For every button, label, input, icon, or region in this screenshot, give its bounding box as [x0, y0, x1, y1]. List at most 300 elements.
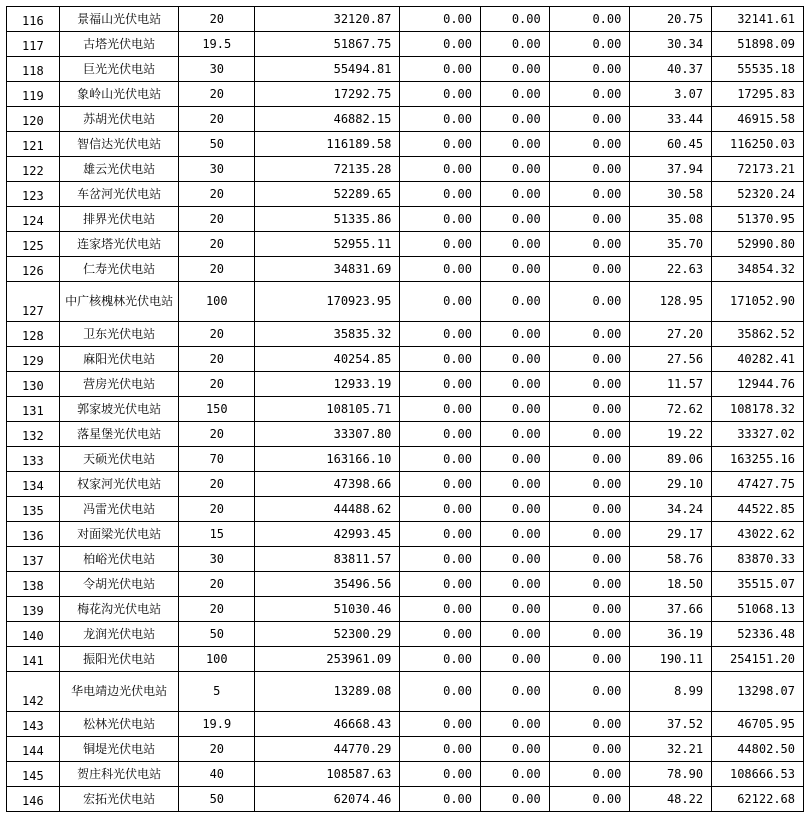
- table-wrapper: [6, 6, 804, 812]
- value-cell-a: 13289.08: [255, 672, 400, 712]
- station-name: 连家塔光伏电站: [59, 232, 179, 257]
- value-cell-c: 0.00: [481, 762, 550, 787]
- station-name: 权家河光伏电站: [59, 472, 179, 497]
- value-cell-b: 0.00: [400, 622, 481, 647]
- table-row: [7, 712, 804, 737]
- station-name: 古塔光伏电站: [59, 32, 179, 57]
- table-row: [7, 232, 804, 257]
- value-cell-d: 0.00: [549, 497, 630, 522]
- value-cell-c: 0.00: [481, 737, 550, 762]
- value-cell-e: 20.75: [630, 7, 712, 32]
- station-name: 令胡光伏电站: [59, 572, 179, 597]
- value-cell-c: 0.00: [481, 622, 550, 647]
- capacity-cell: 20: [179, 372, 255, 397]
- station-name: 贺庄科光伏电站: [59, 762, 179, 787]
- station-name: 中广核槐林光伏电站: [59, 282, 179, 322]
- value-cell-b: 0.00: [400, 447, 481, 472]
- value-cell-b: 0.00: [400, 472, 481, 497]
- value-cell-f: 13298.07: [712, 672, 804, 712]
- value-cell-c: 0.00: [481, 597, 550, 622]
- table-row: [7, 762, 804, 787]
- row-number: 129: [7, 347, 60, 372]
- value-cell-c: 0.00: [481, 522, 550, 547]
- value-cell-c: 0.00: [481, 182, 550, 207]
- value-cell-a: 34831.69: [255, 257, 400, 282]
- value-cell-d: 0.00: [549, 157, 630, 182]
- capacity-cell: 50: [179, 132, 255, 157]
- value-cell-a: 32120.87: [255, 7, 400, 32]
- value-cell-c: 0.00: [481, 82, 550, 107]
- station-name: 华电靖边光伏电站: [59, 672, 179, 712]
- capacity-cell: 15: [179, 522, 255, 547]
- value-cell-f: 108178.32: [712, 397, 804, 422]
- row-number: 145: [7, 762, 60, 787]
- table-row: [7, 422, 804, 447]
- table-row: [7, 32, 804, 57]
- value-cell-b: 0.00: [400, 182, 481, 207]
- value-cell-f: 44802.50: [712, 737, 804, 762]
- capacity-cell: 20: [179, 737, 255, 762]
- value-cell-f: 32141.61: [712, 7, 804, 32]
- value-cell-f: 44522.85: [712, 497, 804, 522]
- station-name: 雄云光伏电站: [59, 157, 179, 182]
- capacity-cell: 20: [179, 472, 255, 497]
- value-cell-c: 0.00: [481, 347, 550, 372]
- value-cell-b: 0.00: [400, 282, 481, 322]
- capacity-cell: 30: [179, 57, 255, 82]
- value-cell-c: 0.00: [481, 422, 550, 447]
- table-row: [7, 322, 804, 347]
- table-row: [7, 787, 804, 812]
- value-cell-f: 33327.02: [712, 422, 804, 447]
- value-cell-c: 0.00: [481, 207, 550, 232]
- value-cell-a: 17292.75: [255, 82, 400, 107]
- station-name: 铜堤光伏电站: [59, 737, 179, 762]
- value-cell-d: 0.00: [549, 132, 630, 157]
- value-cell-e: 78.90: [630, 762, 712, 787]
- value-cell-e: 27.56: [630, 347, 712, 372]
- value-cell-e: 8.99: [630, 672, 712, 712]
- value-cell-d: 0.00: [549, 32, 630, 57]
- value-cell-e: 36.19: [630, 622, 712, 647]
- value-cell-e: 30.34: [630, 32, 712, 57]
- value-cell-a: 12933.19: [255, 372, 400, 397]
- row-number: 124: [7, 207, 60, 232]
- value-cell-e: 190.11: [630, 647, 712, 672]
- value-cell-a: 35496.56: [255, 572, 400, 597]
- table-row: [7, 132, 804, 157]
- value-cell-b: 0.00: [400, 397, 481, 422]
- value-cell-e: 18.50: [630, 572, 712, 597]
- station-name: 巨光光伏电站: [59, 57, 179, 82]
- value-cell-f: 35862.52: [712, 322, 804, 347]
- value-cell-e: 40.37: [630, 57, 712, 82]
- table-row: [7, 447, 804, 472]
- station-name: 柏峪光伏电站: [59, 547, 179, 572]
- value-cell-b: 0.00: [400, 132, 481, 157]
- value-cell-b: 0.00: [400, 157, 481, 182]
- value-cell-b: 0.00: [400, 232, 481, 257]
- station-name: 落星堡光伏电站: [59, 422, 179, 447]
- value-cell-b: 0.00: [400, 787, 481, 812]
- value-cell-b: 0.00: [400, 572, 481, 597]
- value-cell-e: 60.45: [630, 132, 712, 157]
- value-cell-f: 40282.41: [712, 347, 804, 372]
- value-cell-a: 116189.58: [255, 132, 400, 157]
- value-cell-a: 42993.45: [255, 522, 400, 547]
- value-cell-a: 52300.29: [255, 622, 400, 647]
- station-name: 梅花沟光伏电站: [59, 597, 179, 622]
- value-cell-f: 46705.95: [712, 712, 804, 737]
- value-cell-d: 0.00: [549, 397, 630, 422]
- capacity-cell: 20: [179, 572, 255, 597]
- value-cell-f: 51898.09: [712, 32, 804, 57]
- capacity-cell: 19.5: [179, 32, 255, 57]
- value-cell-b: 0.00: [400, 257, 481, 282]
- table-row: [7, 497, 804, 522]
- value-cell-e: 35.70: [630, 232, 712, 257]
- capacity-cell: 70: [179, 447, 255, 472]
- value-cell-a: 170923.95: [255, 282, 400, 322]
- value-cell-b: 0.00: [400, 347, 481, 372]
- value-cell-a: 46882.15: [255, 107, 400, 132]
- row-number: 142: [7, 672, 60, 712]
- table-row: [7, 207, 804, 232]
- value-cell-c: 0.00: [481, 232, 550, 257]
- value-cell-c: 0.00: [481, 712, 550, 737]
- value-cell-f: 51068.13: [712, 597, 804, 622]
- power-station-table: [6, 6, 804, 812]
- value-cell-f: 163255.16: [712, 447, 804, 472]
- capacity-cell: 5: [179, 672, 255, 712]
- table-row: [7, 647, 804, 672]
- capacity-cell: 40: [179, 762, 255, 787]
- value-cell-e: 37.66: [630, 597, 712, 622]
- station-name: 排界光伏电站: [59, 207, 179, 232]
- row-number: 119: [7, 82, 60, 107]
- value-cell-b: 0.00: [400, 597, 481, 622]
- value-cell-e: 89.06: [630, 447, 712, 472]
- station-name: 景福山光伏电站: [59, 7, 179, 32]
- row-number: 141: [7, 647, 60, 672]
- value-cell-e: 32.21: [630, 737, 712, 762]
- table-row: [7, 737, 804, 762]
- value-cell-d: 0.00: [549, 232, 630, 257]
- value-cell-e: 72.62: [630, 397, 712, 422]
- value-cell-a: 51335.86: [255, 207, 400, 232]
- capacity-cell: 100: [179, 282, 255, 322]
- value-cell-c: 0.00: [481, 282, 550, 322]
- capacity-cell: 20: [179, 597, 255, 622]
- station-name: 振阳光伏电站: [59, 647, 179, 672]
- value-cell-a: 62074.46: [255, 787, 400, 812]
- value-cell-a: 72135.28: [255, 157, 400, 182]
- station-name: 郭家坡光伏电站: [59, 397, 179, 422]
- value-cell-f: 52990.80: [712, 232, 804, 257]
- value-cell-a: 51030.46: [255, 597, 400, 622]
- value-cell-d: 0.00: [549, 82, 630, 107]
- station-name: 象岭山光伏电站: [59, 82, 179, 107]
- table-row: [7, 57, 804, 82]
- value-cell-b: 0.00: [400, 647, 481, 672]
- value-cell-d: 0.00: [549, 622, 630, 647]
- value-cell-f: 254151.20: [712, 647, 804, 672]
- row-number: 120: [7, 107, 60, 132]
- station-name: 天硕光伏电站: [59, 447, 179, 472]
- value-cell-d: 0.00: [549, 372, 630, 397]
- row-number: 146: [7, 787, 60, 812]
- value-cell-d: 0.00: [549, 282, 630, 322]
- value-cell-d: 0.00: [549, 7, 630, 32]
- capacity-cell: 20: [179, 207, 255, 232]
- capacity-cell: 30: [179, 157, 255, 182]
- station-name: 龙润光伏电站: [59, 622, 179, 647]
- value-cell-e: 30.58: [630, 182, 712, 207]
- value-cell-b: 0.00: [400, 497, 481, 522]
- value-cell-c: 0.00: [481, 322, 550, 347]
- value-cell-e: 34.24: [630, 497, 712, 522]
- row-number: 126: [7, 257, 60, 282]
- capacity-cell: 20: [179, 82, 255, 107]
- capacity-cell: 50: [179, 787, 255, 812]
- value-cell-a: 52289.65: [255, 182, 400, 207]
- station-name: 麻阳光伏电站: [59, 347, 179, 372]
- value-cell-f: 62122.68: [712, 787, 804, 812]
- row-number: 144: [7, 737, 60, 762]
- value-cell-e: 11.57: [630, 372, 712, 397]
- value-cell-b: 0.00: [400, 422, 481, 447]
- value-cell-d: 0.00: [549, 422, 630, 447]
- value-cell-d: 0.00: [549, 572, 630, 597]
- value-cell-d: 0.00: [549, 57, 630, 82]
- station-name: 车岔河光伏电站: [59, 182, 179, 207]
- value-cell-e: 35.08: [630, 207, 712, 232]
- row-number: 135: [7, 497, 60, 522]
- value-cell-b: 0.00: [400, 762, 481, 787]
- value-cell-c: 0.00: [481, 497, 550, 522]
- table-row: [7, 597, 804, 622]
- value-cell-d: 0.00: [549, 672, 630, 712]
- row-number: 118: [7, 57, 60, 82]
- value-cell-d: 0.00: [549, 762, 630, 787]
- value-cell-a: 51867.75: [255, 32, 400, 57]
- table-row: [7, 572, 804, 597]
- value-cell-c: 0.00: [481, 7, 550, 32]
- value-cell-c: 0.00: [481, 157, 550, 182]
- capacity-cell: 20: [179, 322, 255, 347]
- value-cell-d: 0.00: [549, 597, 630, 622]
- station-name: 卫东光伏电站: [59, 322, 179, 347]
- row-number: 138: [7, 572, 60, 597]
- station-name: 智信达光伏电站: [59, 132, 179, 157]
- row-number: 117: [7, 32, 60, 57]
- value-cell-e: 128.95: [630, 282, 712, 322]
- value-cell-d: 0.00: [549, 257, 630, 282]
- value-cell-f: 116250.03: [712, 132, 804, 157]
- value-cell-b: 0.00: [400, 107, 481, 132]
- value-cell-a: 46668.43: [255, 712, 400, 737]
- value-cell-f: 46915.58: [712, 107, 804, 132]
- value-cell-b: 0.00: [400, 57, 481, 82]
- value-cell-d: 0.00: [549, 182, 630, 207]
- station-name: 仁寿光伏电站: [59, 257, 179, 282]
- station-name: 松林光伏电站: [59, 712, 179, 737]
- value-cell-e: 37.94: [630, 157, 712, 182]
- value-cell-a: 44770.29: [255, 737, 400, 762]
- value-cell-b: 0.00: [400, 322, 481, 347]
- value-cell-f: 34854.32: [712, 257, 804, 282]
- table-row: [7, 672, 804, 712]
- table-row: [7, 157, 804, 182]
- station-name: 苏胡光伏电站: [59, 107, 179, 132]
- value-cell-e: 48.22: [630, 787, 712, 812]
- capacity-cell: 50: [179, 622, 255, 647]
- row-number: 130: [7, 372, 60, 397]
- value-cell-b: 0.00: [400, 712, 481, 737]
- value-cell-e: 22.63: [630, 257, 712, 282]
- capacity-cell: 20: [179, 347, 255, 372]
- value-cell-d: 0.00: [549, 347, 630, 372]
- value-cell-b: 0.00: [400, 372, 481, 397]
- value-cell-c: 0.00: [481, 57, 550, 82]
- value-cell-a: 47398.66: [255, 472, 400, 497]
- value-cell-f: 43022.62: [712, 522, 804, 547]
- value-cell-f: 72173.21: [712, 157, 804, 182]
- row-number: 134: [7, 472, 60, 497]
- value-cell-d: 0.00: [549, 787, 630, 812]
- value-cell-f: 55535.18: [712, 57, 804, 82]
- row-number: 136: [7, 522, 60, 547]
- value-cell-a: 163166.10: [255, 447, 400, 472]
- value-cell-c: 0.00: [481, 647, 550, 672]
- value-cell-c: 0.00: [481, 397, 550, 422]
- table-body: [7, 7, 804, 812]
- value-cell-c: 0.00: [481, 132, 550, 157]
- row-number: 143: [7, 712, 60, 737]
- value-cell-c: 0.00: [481, 372, 550, 397]
- row-number: 122: [7, 157, 60, 182]
- table-row: [7, 397, 804, 422]
- value-cell-f: 171052.90: [712, 282, 804, 322]
- value-cell-d: 0.00: [549, 472, 630, 497]
- value-cell-d: 0.00: [549, 107, 630, 132]
- value-cell-e: 29.10: [630, 472, 712, 497]
- table-row: [7, 347, 804, 372]
- value-cell-c: 0.00: [481, 547, 550, 572]
- value-cell-b: 0.00: [400, 32, 481, 57]
- table-row: [7, 107, 804, 132]
- row-number: 140: [7, 622, 60, 647]
- table-row: [7, 257, 804, 282]
- value-cell-f: 52320.24: [712, 182, 804, 207]
- value-cell-c: 0.00: [481, 472, 550, 497]
- capacity-cell: 30: [179, 547, 255, 572]
- value-cell-c: 0.00: [481, 672, 550, 712]
- capacity-cell: 20: [179, 182, 255, 207]
- value-cell-a: 33307.80: [255, 422, 400, 447]
- value-cell-e: 27.20: [630, 322, 712, 347]
- value-cell-d: 0.00: [549, 447, 630, 472]
- value-cell-a: 55494.81: [255, 57, 400, 82]
- value-cell-b: 0.00: [400, 207, 481, 232]
- value-cell-f: 35515.07: [712, 572, 804, 597]
- value-cell-b: 0.00: [400, 737, 481, 762]
- value-cell-d: 0.00: [549, 647, 630, 672]
- table-row: [7, 82, 804, 107]
- value-cell-a: 40254.85: [255, 347, 400, 372]
- value-cell-e: 58.76: [630, 547, 712, 572]
- table-row: [7, 547, 804, 572]
- value-cell-a: 253961.09: [255, 647, 400, 672]
- value-cell-a: 83811.57: [255, 547, 400, 572]
- row-number: 128: [7, 322, 60, 347]
- value-cell-b: 0.00: [400, 672, 481, 712]
- value-cell-b: 0.00: [400, 82, 481, 107]
- row-number: 133: [7, 447, 60, 472]
- capacity-cell: 20: [179, 232, 255, 257]
- value-cell-e: 37.52: [630, 712, 712, 737]
- value-cell-e: 29.17: [630, 522, 712, 547]
- row-number: 116: [7, 7, 60, 32]
- value-cell-c: 0.00: [481, 32, 550, 57]
- row-number: 137: [7, 547, 60, 572]
- station-name: 冯雷光伏电站: [59, 497, 179, 522]
- capacity-cell: 150: [179, 397, 255, 422]
- value-cell-e: 33.44: [630, 107, 712, 132]
- value-cell-b: 0.00: [400, 7, 481, 32]
- value-cell-f: 108666.53: [712, 762, 804, 787]
- value-cell-f: 12944.76: [712, 372, 804, 397]
- value-cell-a: 44488.62: [255, 497, 400, 522]
- capacity-cell: 20: [179, 422, 255, 447]
- value-cell-d: 0.00: [549, 522, 630, 547]
- value-cell-e: 19.22: [630, 422, 712, 447]
- value-cell-c: 0.00: [481, 572, 550, 597]
- station-name: 对面梁光伏电站: [59, 522, 179, 547]
- station-name: 营房光伏电站: [59, 372, 179, 397]
- table-row: [7, 282, 804, 322]
- value-cell-d: 0.00: [549, 547, 630, 572]
- capacity-cell: 20: [179, 7, 255, 32]
- row-number: 125: [7, 232, 60, 257]
- row-number: 121: [7, 132, 60, 157]
- value-cell-c: 0.00: [481, 787, 550, 812]
- table-row: [7, 522, 804, 547]
- table-row: [7, 472, 804, 497]
- value-cell-b: 0.00: [400, 522, 481, 547]
- capacity-cell: 20: [179, 497, 255, 522]
- value-cell-c: 0.00: [481, 447, 550, 472]
- capacity-cell: 19.9: [179, 712, 255, 737]
- value-cell-c: 0.00: [481, 257, 550, 282]
- value-cell-c: 0.00: [481, 107, 550, 132]
- row-number: 123: [7, 182, 60, 207]
- value-cell-a: 108105.71: [255, 397, 400, 422]
- table-row: [7, 7, 804, 32]
- value-cell-e: 3.07: [630, 82, 712, 107]
- value-cell-d: 0.00: [549, 322, 630, 347]
- value-cell-d: 0.00: [549, 737, 630, 762]
- value-cell-d: 0.00: [549, 712, 630, 737]
- value-cell-f: 51370.95: [712, 207, 804, 232]
- value-cell-f: 52336.48: [712, 622, 804, 647]
- value-cell-b: 0.00: [400, 547, 481, 572]
- table-row: [7, 622, 804, 647]
- value-cell-a: 35835.32: [255, 322, 400, 347]
- value-cell-d: 0.00: [549, 207, 630, 232]
- value-cell-f: 83870.33: [712, 547, 804, 572]
- value-cell-a: 108587.63: [255, 762, 400, 787]
